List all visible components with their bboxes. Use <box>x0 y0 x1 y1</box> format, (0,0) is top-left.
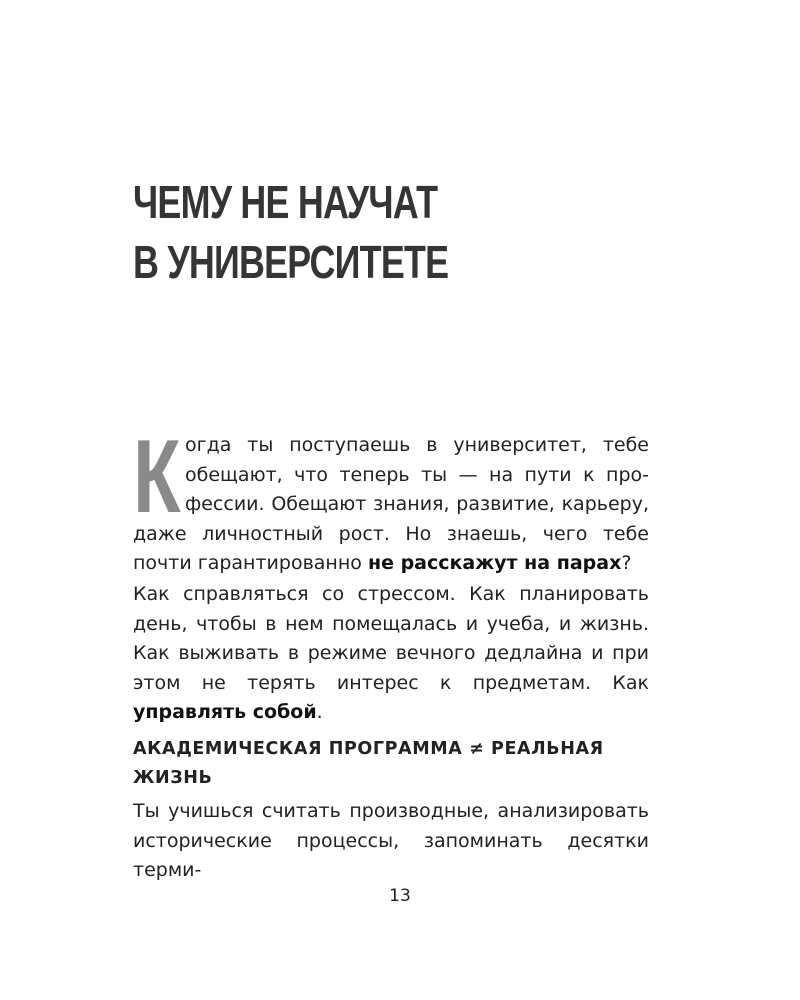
intro-paragraph-text: огда ты поступаешь в университет, тебе обещают, что теперь ты — на пути к профессии. Обещают знания, развитие, карьеру, даже личностный рост. Но знаешь, чего тебе почти гарантированно <box>133 434 649 574</box>
chapter-title-line-2: В УНИВЕРСИТЕТЕ <box>133 236 449 288</box>
section-heading: АКАДЕМИЧЕСКАЯ ПРОГРАММА ≠ РЕАЛЬНАЯ ЖИЗНЬ <box>133 739 604 788</box>
page-number: 13 <box>389 886 411 906</box>
intro-paragraph-bold: не расскажут на парах <box>367 552 622 574</box>
second-paragraph-end: . <box>316 701 323 723</box>
intro-paragraph <box>133 419 649 579</box>
chapter-title-line-1: ЧЕМУ НЕ НАУЧАТ <box>133 176 438 228</box>
chapter-title <box>133 172 448 292</box>
second-paragraph-text: Как справляться со стрессом. Как планировать день, чтобы в нем помещалась и учеба, и жизнь. Как выживать в режиме вечного дедлайна и при этом не терять интерес к предметам. Как <box>133 583 649 694</box>
second-paragraph <box>133 580 649 728</box>
second-paragraph-bold: управлять собой <box>133 701 317 723</box>
third-paragraph-text: Ты учишься считать производные, анализировать исторические процессы, запоминать десятки терми- <box>133 800 649 881</box>
intro-paragraph-end: ? <box>621 552 632 574</box>
drop-cap: К <box>133 419 181 535</box>
third-paragraph <box>133 797 649 886</box>
